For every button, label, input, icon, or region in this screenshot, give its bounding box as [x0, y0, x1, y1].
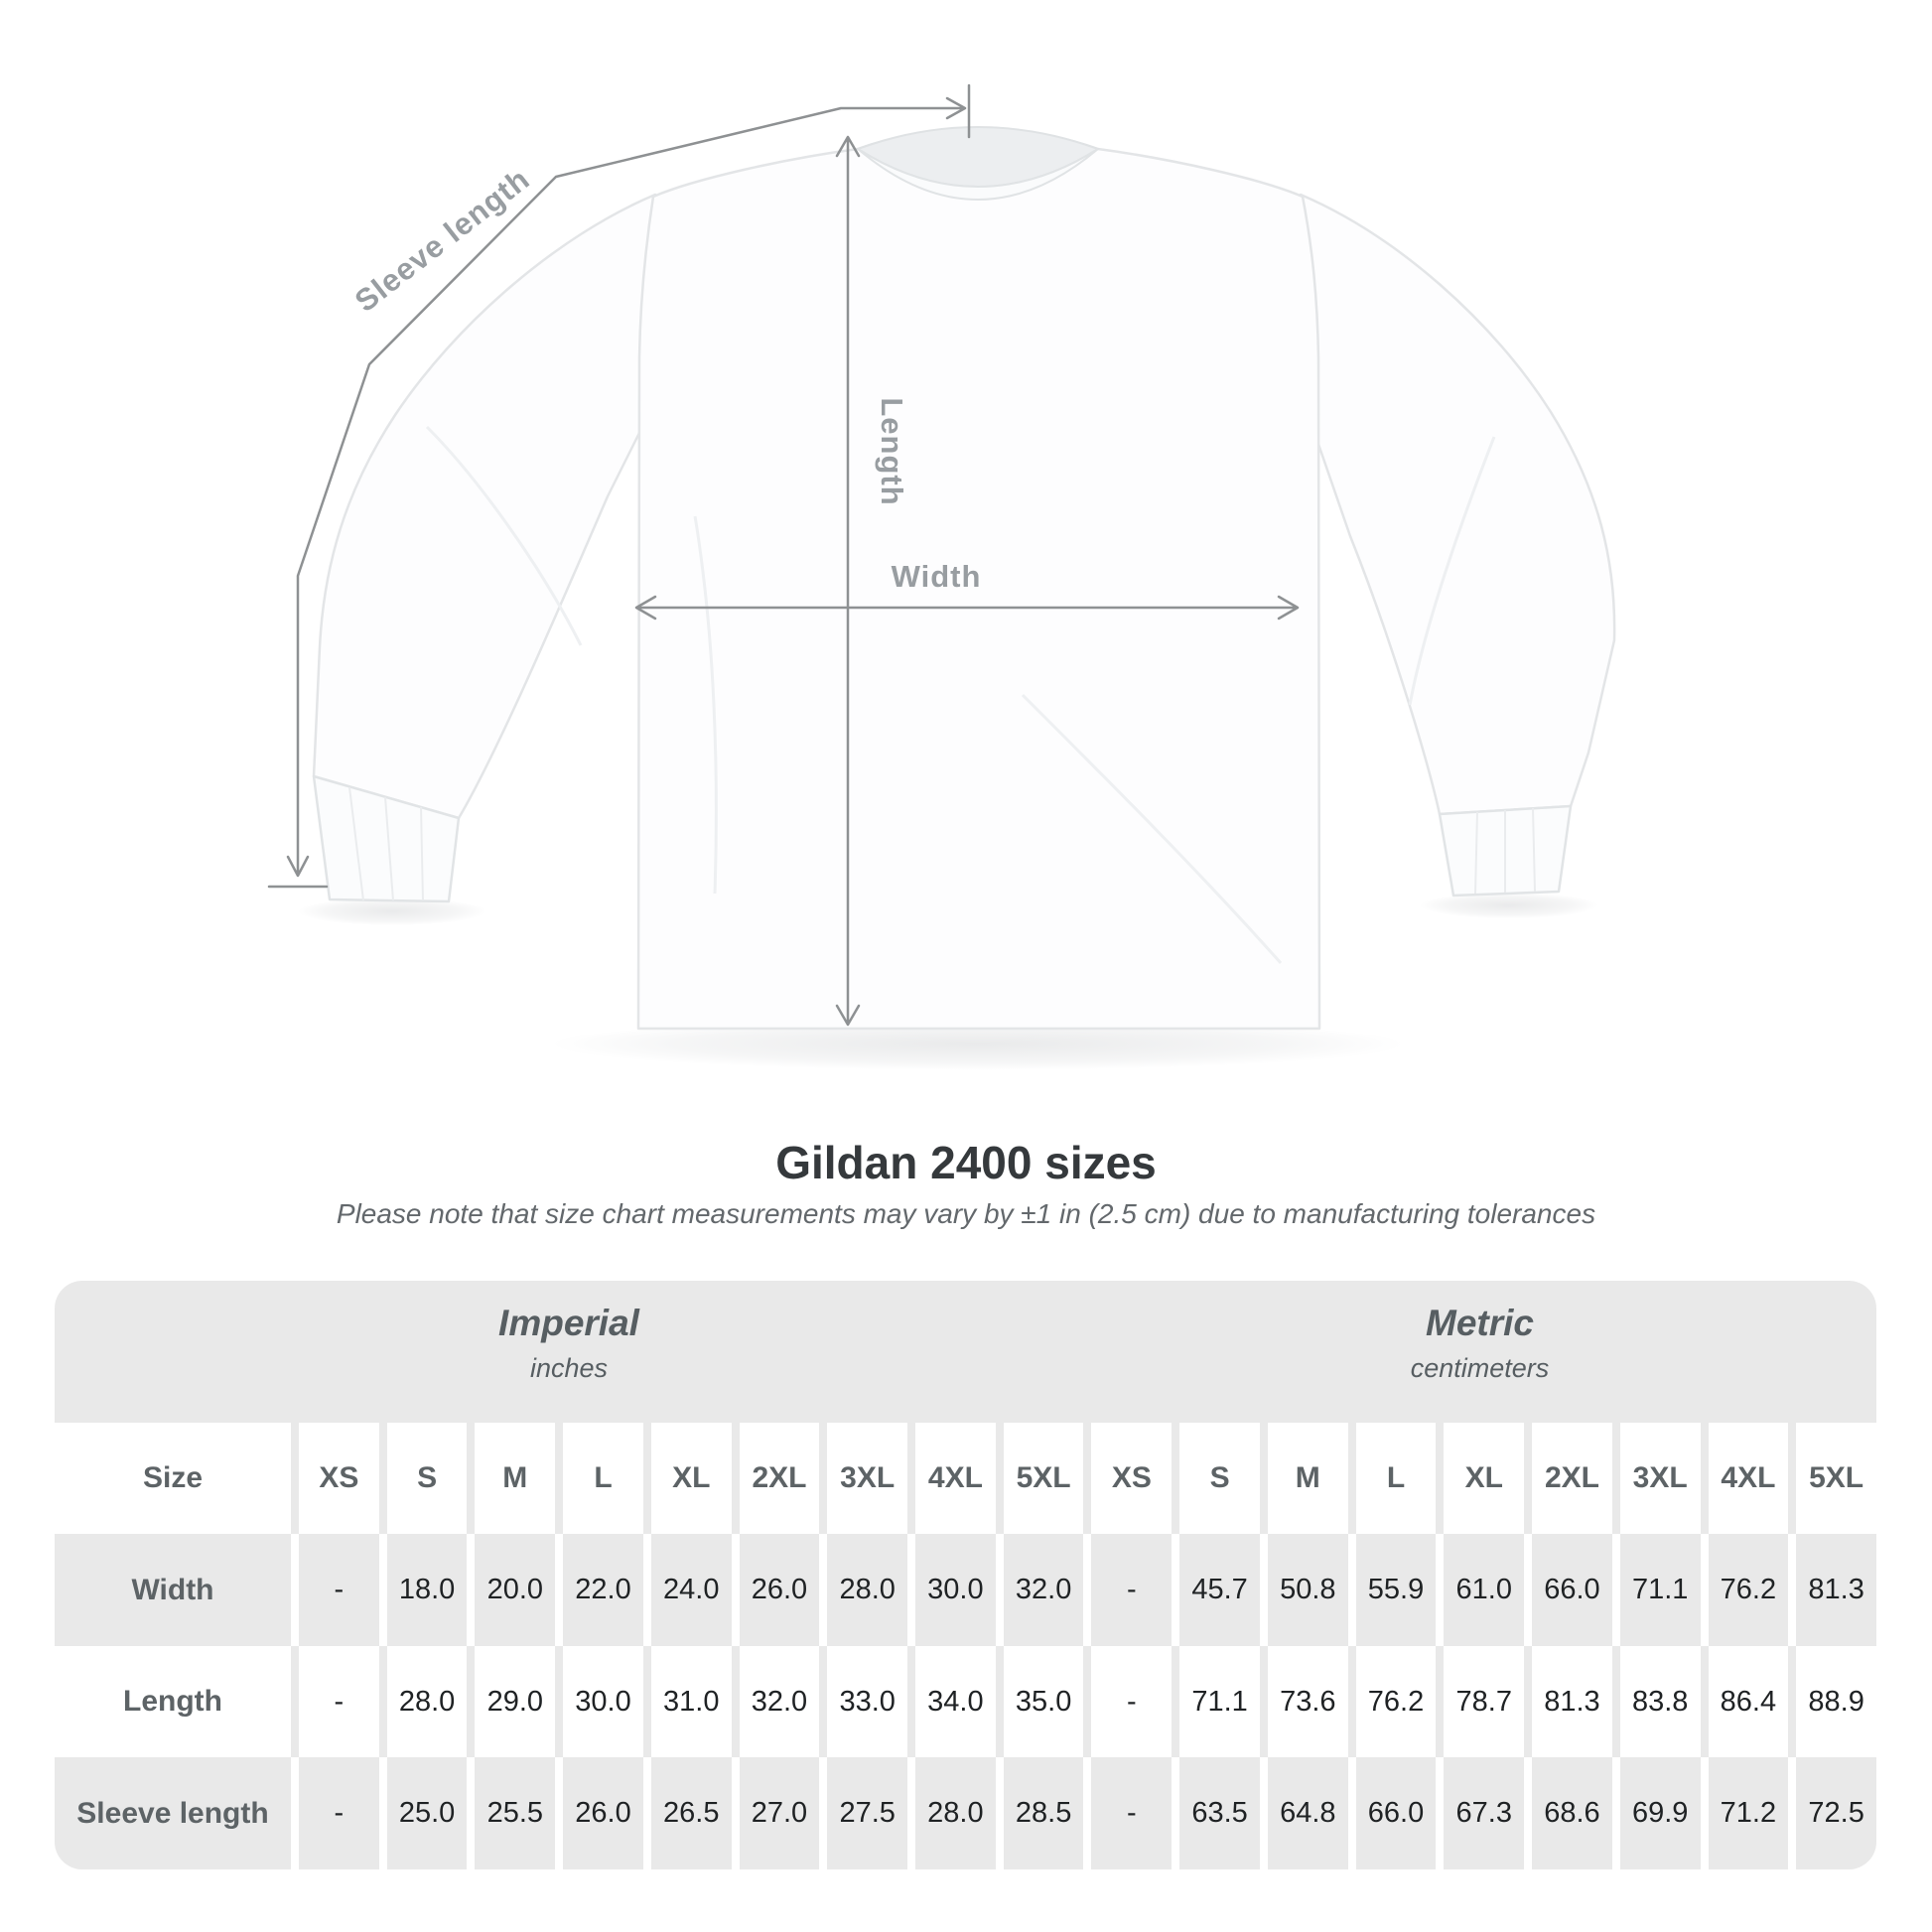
table-cell: 73.6: [1268, 1646, 1348, 1757]
column-header: L: [563, 1423, 643, 1534]
column-header: 2XL: [1532, 1423, 1612, 1534]
column-header: XS: [299, 1423, 379, 1534]
page-subtitle: Please note that size chart measurements may vary by ±1 in (2.5 cm) due to manufacturing tolerances: [336, 1198, 1596, 1229]
column-header: 4XL: [1709, 1423, 1789, 1534]
table-cell: 26.0: [740, 1534, 820, 1646]
table-cell: 63.5: [1179, 1757, 1260, 1869]
table-cell: 30.0: [915, 1534, 996, 1646]
table-cell: -: [299, 1534, 379, 1646]
right-cuff-shadow: [1420, 893, 1598, 918]
table-cell: 22.0: [563, 1534, 643, 1646]
imperial-group-header: [55, 1281, 1083, 1423]
table-cell: 26.0: [563, 1757, 643, 1869]
metric-unit-label: centimeters: [1410, 1353, 1550, 1383]
table-cell: 30.0: [563, 1646, 643, 1757]
table-cell: 64.8: [1268, 1757, 1348, 1869]
table-cell: -: [1091, 1646, 1172, 1757]
unit-group-band: [55, 1281, 1876, 1423]
table-cell: 18.0: [387, 1534, 468, 1646]
column-header: S: [1179, 1423, 1260, 1534]
table-cell: 20.0: [475, 1534, 555, 1646]
metric-group-header: [1083, 1281, 1876, 1423]
column-header: L: [1356, 1423, 1437, 1534]
table-cell: 76.2: [1356, 1646, 1437, 1757]
imperial-unit-label: inches: [529, 1353, 609, 1383]
width-label: Width: [891, 559, 982, 594]
table-cell: 28.5: [1004, 1757, 1084, 1869]
length-label: Length: [875, 397, 909, 506]
table-cell: 66.0: [1356, 1757, 1437, 1869]
table-cell: -: [299, 1757, 379, 1869]
table-cell: 71.1: [1620, 1534, 1701, 1646]
page-title: Gildan 2400 sizes: [775, 1137, 1157, 1188]
table-cell: 32.0: [1004, 1534, 1084, 1646]
table-cell: 76.2: [1709, 1534, 1789, 1646]
column-header: M: [475, 1423, 555, 1534]
column-header: XL: [1444, 1423, 1524, 1534]
table-row-sleeve-length: [55, 1757, 1876, 1869]
table-cell: 61.0: [1444, 1534, 1524, 1646]
imperial-label: Imperial: [498, 1303, 639, 1343]
column-header: 2XL: [740, 1423, 820, 1534]
table-cell: 81.3: [1796, 1534, 1876, 1646]
table-cell: 71.2: [1709, 1757, 1789, 1869]
table-cell: -: [299, 1646, 379, 1757]
table-cell: 29.0: [475, 1646, 555, 1757]
table-cell: 25.0: [387, 1757, 468, 1869]
table-cell: 55.9: [1356, 1534, 1437, 1646]
size-column-header: Size: [55, 1423, 291, 1534]
column-header: 5XL: [1004, 1423, 1084, 1534]
table-cell: 28.0: [387, 1646, 468, 1757]
column-header: 5XL: [1796, 1423, 1876, 1534]
table-cell: 34.0: [915, 1646, 996, 1757]
table-cell: 81.3: [1532, 1646, 1612, 1757]
table-row-width: [55, 1534, 1876, 1646]
row-label: Length: [55, 1646, 291, 1757]
table-cell: 24.0: [651, 1534, 732, 1646]
column-header: XS: [1091, 1423, 1172, 1534]
table-cell: 32.0: [740, 1646, 820, 1757]
table-row-length: [55, 1646, 1876, 1757]
table-cell: 72.5: [1796, 1757, 1876, 1869]
size-header-row: [55, 1423, 1876, 1534]
table-cell: -: [1091, 1534, 1172, 1646]
table-cell: 88.9: [1796, 1646, 1876, 1757]
column-header: 4XL: [915, 1423, 996, 1534]
table-cell: 67.3: [1444, 1757, 1524, 1869]
table-cell: 50.8: [1268, 1534, 1348, 1646]
column-header: XL: [651, 1423, 732, 1534]
size-table: [55, 1281, 1876, 1869]
table-cell: 66.0: [1532, 1534, 1612, 1646]
row-label: Sleeve length: [55, 1757, 291, 1869]
table-cell: 68.6: [1532, 1757, 1612, 1869]
table-cell: 25.5: [475, 1757, 555, 1869]
table-cell: 45.7: [1179, 1534, 1260, 1646]
table-cell: 26.5: [651, 1757, 732, 1869]
table-cell: 83.8: [1620, 1646, 1701, 1757]
table-cell: -: [1091, 1757, 1172, 1869]
table-cell: 33.0: [827, 1646, 907, 1757]
metric-label: Metric: [1426, 1303, 1534, 1343]
column-header: M: [1268, 1423, 1348, 1534]
row-label: Width: [55, 1534, 291, 1646]
table-cell: 69.9: [1620, 1757, 1701, 1869]
table-cell: 78.7: [1444, 1646, 1524, 1757]
table-cell: 31.0: [651, 1646, 732, 1757]
table-cell: 28.0: [915, 1757, 996, 1869]
sleeve-length-label: Sleeve length: [347, 161, 537, 320]
table-cell: 27.5: [827, 1757, 907, 1869]
table-cell: 27.0: [740, 1757, 820, 1869]
table-cell: 35.0: [1004, 1646, 1084, 1757]
column-header: S: [387, 1423, 468, 1534]
table-cell: 28.0: [827, 1534, 907, 1646]
shirt-right-sleeve: [1301, 195, 1614, 814]
column-header: 3XL: [827, 1423, 907, 1534]
column-header: 3XL: [1620, 1423, 1701, 1534]
table-cell: 86.4: [1709, 1646, 1789, 1757]
table-cell: 71.1: [1179, 1646, 1260, 1757]
